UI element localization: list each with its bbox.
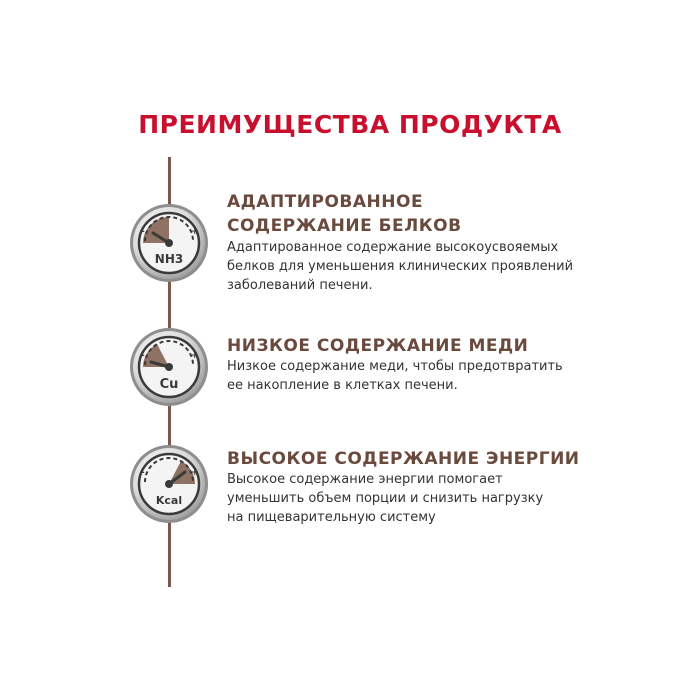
benefit-heading-protein: АДАПТИРОВАННОЕ СОДЕРЖАНИЕ БЕЛКОВ	[227, 192, 462, 236]
gauge-cu-icon	[129, 327, 209, 407]
svg-text:-: -	[141, 468, 145, 478]
svg-text:Kcal: Kcal	[155, 494, 183, 507]
svg-text:+: +	[191, 227, 199, 237]
benefit-description-protein: Адаптированное содержание высокоусвояемых белков для уменьшения клинических проявлений заболеваний печени.	[227, 240, 574, 293]
page-title: ПРЕИМУЩЕСТВА ПРОДУКТА	[138, 110, 562, 139]
svg-text:-: -	[141, 227, 145, 237]
benefit-description-energy: Высокое содержание энергии помогает уменьшить объем порции и снизить нагрузку на пищеварительную систему	[227, 472, 544, 525]
svg-text:+: +	[191, 351, 199, 361]
benefit-heading-copper: НИЗКОЕ СОДЕРЖАНИЕ МЕДИ	[227, 336, 529, 356]
svg-text:+: +	[191, 468, 199, 478]
gauge-nh3-icon	[129, 203, 209, 283]
svg-text:NH3: NH3	[154, 252, 184, 266]
benefit-heading-energy: ВЫСОКОЕ СОДЕРЖАНИЕ ЭНЕРГИИ	[227, 449, 580, 469]
benefit-description-copper: Низкое содержание меди, чтобы предотвратить ее накопление в клетках печени.	[227, 359, 563, 393]
gauge-kcal-icon	[129, 444, 209, 524]
svg-text:Cu: Cu	[159, 377, 179, 392]
svg-text:-: -	[141, 351, 145, 361]
